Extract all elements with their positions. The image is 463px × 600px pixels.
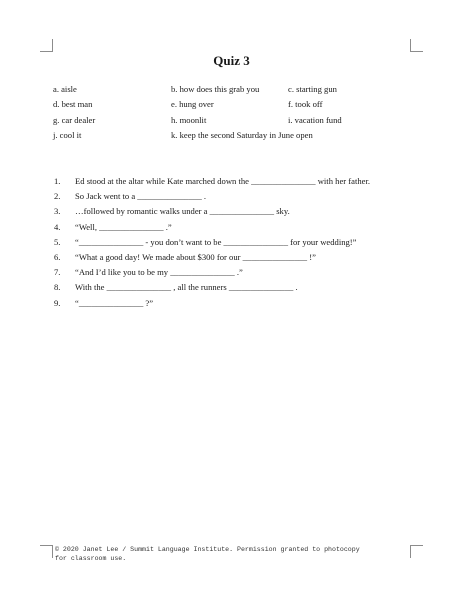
question-number: 6. bbox=[54, 251, 61, 262]
question-number: 8. bbox=[54, 282, 61, 293]
copyright-footer bbox=[55, 545, 415, 563]
choice-c: c. starting gun bbox=[288, 84, 337, 94]
answer-choices bbox=[53, 84, 433, 145]
choice-b: b. how does this grab you bbox=[171, 84, 260, 94]
choice-row bbox=[53, 99, 433, 114]
question-number: 1. bbox=[54, 176, 61, 186]
choice-e: e. hung over bbox=[171, 99, 214, 110]
question-number: 3. bbox=[54, 206, 61, 217]
question-text: “_______________ ?” bbox=[75, 297, 154, 308]
question-item bbox=[54, 282, 434, 297]
question-list bbox=[54, 176, 434, 313]
choice-h: h. moonlit bbox=[171, 114, 207, 125]
question-text: …followed by romantic walks under a _______________ sky. bbox=[75, 206, 290, 217]
question-item bbox=[54, 252, 434, 267]
choice-g: g. car dealer bbox=[53, 114, 96, 125]
crop-mark-top-left bbox=[40, 39, 53, 52]
choice-row bbox=[53, 130, 433, 145]
question-text: “What a good day! We made about $300 for our _______________ !” bbox=[75, 251, 316, 262]
question-number: 9. bbox=[54, 297, 61, 308]
question-number: 2. bbox=[54, 191, 61, 202]
question-text: “_______________ - you don’t want to be _______________ for your wedding!” bbox=[75, 236, 357, 247]
choice-f: f. took off bbox=[288, 99, 323, 110]
question-text: Ed stood at the altar while Kate marched down the _______________ with her father. bbox=[75, 176, 370, 186]
question-text: With the _______________ , all the runners _______________ . bbox=[75, 282, 298, 293]
question-item bbox=[54, 267, 434, 282]
question-item bbox=[54, 191, 434, 206]
question-number: 5. bbox=[54, 236, 61, 247]
choice-j: j. cool it bbox=[53, 129, 82, 140]
question-item bbox=[54, 237, 434, 252]
question-item bbox=[54, 176, 434, 191]
choice-d: d. best man bbox=[53, 99, 93, 110]
question-number: 7. bbox=[54, 267, 61, 278]
question-text: “Well, _______________ .” bbox=[75, 221, 172, 232]
crop-mark-top-right bbox=[410, 39, 423, 52]
question-text: “And I’d like you to be my _______________ .” bbox=[75, 267, 243, 278]
choice-a: a. aisle bbox=[53, 84, 77, 94]
choice-row bbox=[53, 115, 433, 130]
choice-i: i. vacation fund bbox=[288, 114, 342, 125]
copyright-line: for classroom use. bbox=[55, 555, 127, 562]
copyright-line: © 2020 Janet Lee / Summit Language Institute. Permission granted to photocopy bbox=[55, 546, 360, 553]
choice-row bbox=[53, 84, 433, 99]
question-number: 4. bbox=[54, 221, 61, 232]
question-item bbox=[54, 222, 434, 237]
quiz-title: Quiz 3 bbox=[213, 53, 250, 68]
choice-k: k. keep the second Saturday in June open bbox=[171, 129, 313, 140]
question-item bbox=[54, 298, 434, 313]
question-item bbox=[54, 206, 434, 221]
question-text: So Jack went to a _______________ . bbox=[75, 191, 207, 202]
crop-mark-bottom-left bbox=[40, 545, 53, 558]
